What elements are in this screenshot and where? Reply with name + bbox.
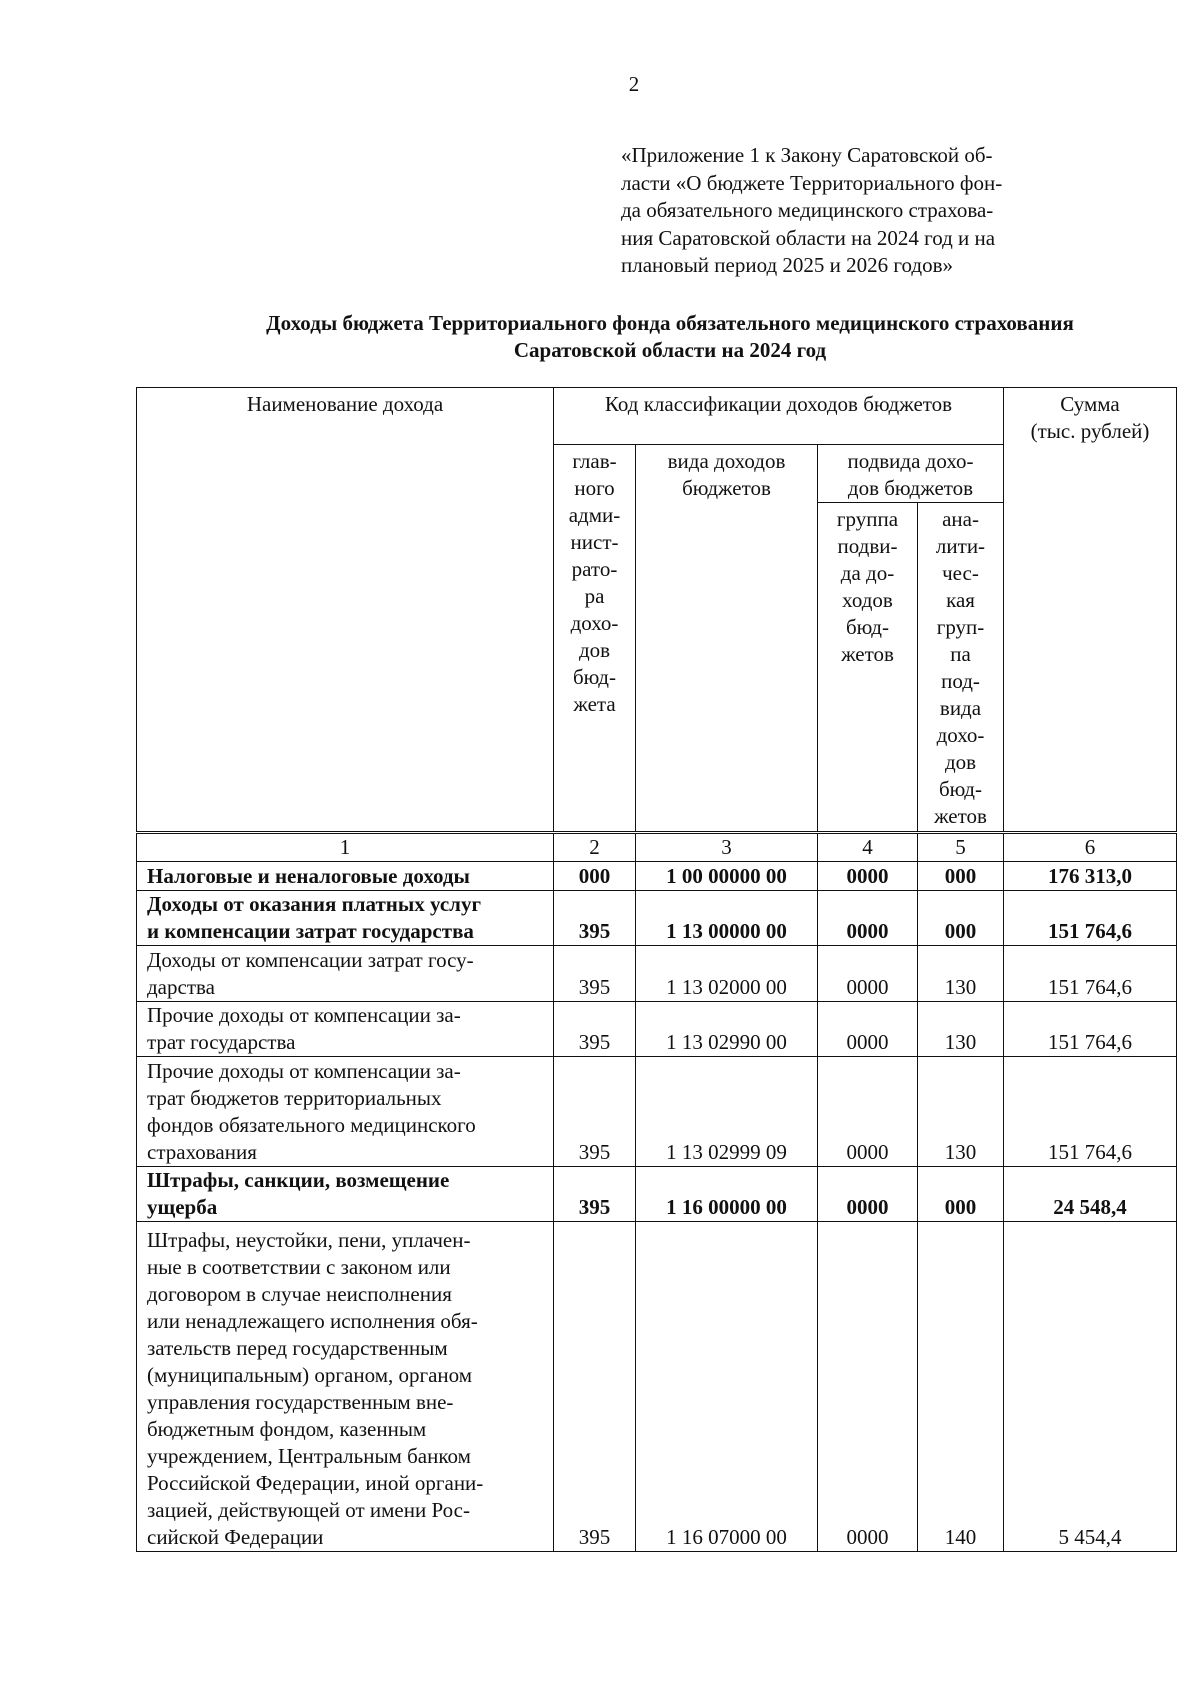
admin-code: 000 — [554, 862, 636, 891]
sum-value: 151 764,6 — [1004, 891, 1177, 946]
table-row — [137, 891, 1177, 946]
header-code-group: Код классификации доходов бюджетов — [554, 388, 1004, 445]
analytic-code: 130 — [918, 946, 1004, 1002]
header-income-name: Наименование дохода — [137, 388, 554, 832]
header-subtype-group — [818, 503, 918, 832]
appendix-line: ния Саратовской области на 2024 год и на — [621, 225, 996, 250]
header-subtype-line: дов бюджетов — [847, 476, 974, 500]
header-analytic-line: бюд- — [939, 777, 982, 801]
admin-code: 395 — [554, 891, 636, 946]
header-analytic-line: кая — [946, 588, 975, 612]
header-group-line: жетов — [841, 642, 894, 666]
income-name-line: зацией, действующей от имени Рос- — [147, 1498, 470, 1522]
admin-code: 395 — [554, 1002, 636, 1057]
table-header — [136, 387, 1177, 832]
table-row — [137, 862, 1177, 891]
income-name — [137, 946, 554, 1002]
header-analytic-line: груп- — [936, 615, 985, 639]
income-name-line: сийской Федерации — [147, 1525, 324, 1549]
income-name-line: договором в случае неисполнения — [147, 1282, 452, 1306]
header-subtype-line: подвида дохо- — [847, 449, 974, 473]
income-name-line: Доходы от компенсации затрат госу- — [147, 948, 474, 972]
header-analytic-line: чес- — [942, 561, 979, 585]
type-code: 1 16 00000 00 — [636, 1167, 818, 1222]
header-admin-line: адми- — [568, 503, 621, 527]
type-code: 1 00 00000 00 — [636, 862, 818, 891]
income-table — [136, 833, 1177, 1552]
column-number: 6 — [1004, 834, 1177, 862]
header-admin-line: ного — [574, 476, 615, 500]
header-admin-line: глав- — [572, 449, 617, 473]
header-admin-line: дов — [578, 638, 611, 662]
header-sum-line: Сумма — [1060, 392, 1120, 416]
appendix-line: «Приложение 1 к Закону Саратовской об- — [621, 143, 993, 167]
admin-code: 395 — [554, 1222, 636, 1552]
header-analytic-line: па — [950, 642, 971, 666]
income-name-line: ные в соответствии с законом или — [147, 1255, 451, 1279]
document-title — [140, 310, 1200, 364]
sum-value: 151 764,6 — [1004, 1002, 1177, 1057]
column-number: 4 — [818, 834, 918, 862]
appendix-line: да обязательного медицинского страхова- — [621, 198, 994, 222]
income-name — [137, 1167, 554, 1222]
sum-value: 151 764,6 — [1004, 1057, 1177, 1167]
group-code: 0000 — [818, 1002, 918, 1057]
page-number: 2 — [628, 72, 640, 96]
income-name-line: управления государственным вне- — [147, 1390, 454, 1414]
income-name — [137, 1057, 554, 1167]
income-name — [137, 891, 554, 946]
income-name-line: или ненадлежащего исполнения обя- — [147, 1309, 478, 1333]
header-admin-line: нист- — [570, 530, 619, 554]
header-admin-line: жета — [573, 692, 616, 716]
income-name-line: дарства — [147, 975, 215, 999]
group-code: 0000 — [818, 946, 918, 1002]
header-group-line: группа — [836, 507, 899, 531]
header-admin-line: ра — [584, 584, 605, 608]
type-code: 1 13 02000 00 — [636, 946, 818, 1002]
header-admin-line: бюд- — [573, 665, 616, 689]
income-name-line: Налоговые и неналоговые доходы — [147, 864, 470, 888]
income-name-line: учреждением, Центральным банком — [147, 1444, 471, 1468]
sum-value: 151 764,6 — [1004, 946, 1177, 1002]
sum-value: 5 454,4 — [1004, 1222, 1177, 1552]
admin-code: 395 — [554, 1167, 636, 1222]
analytic-code: 140 — [918, 1222, 1004, 1552]
income-name-line: и компенсации затрат государства — [147, 919, 474, 943]
income-name-line: зательств перед государственным — [147, 1336, 448, 1360]
group-code: 0000 — [818, 1222, 918, 1552]
income-name-line: фондов обязательного медицинского — [147, 1113, 476, 1137]
title-line: Доходы бюджета Территориального фонда обязательного медицинского страхования — [266, 311, 1074, 335]
title-line: Саратовской области на 2024 год — [513, 338, 827, 362]
header-analytic-line: дов — [944, 750, 977, 774]
header-admin-line: рато- — [571, 557, 618, 581]
appendix-line: плановый период 2025 и 2026 годов» — [621, 253, 953, 277]
type-code: 1 13 00000 00 — [636, 891, 818, 946]
header-income-type — [636, 445, 818, 832]
type-code: 1 16 07000 00 — [636, 1222, 818, 1552]
income-name-line: Прочие доходы от компенсации за- — [147, 1059, 461, 1083]
header-analytic-line: вида — [939, 696, 982, 720]
analytic-code: 000 — [918, 862, 1004, 891]
analytic-code: 130 — [918, 1057, 1004, 1167]
header-sum-line: (тыс. рублей) — [1030, 419, 1150, 443]
sum-value: 24 548,4 — [1004, 1167, 1177, 1222]
income-name-line: ущерба — [147, 1195, 218, 1219]
income-name-line: Прочие доходы от компенсации за- — [147, 1003, 461, 1027]
analytic-code: 000 — [918, 1167, 1004, 1222]
sum-value: 176 313,0 — [1004, 862, 1177, 891]
income-name — [137, 862, 554, 891]
header-analytic-group — [918, 503, 1004, 832]
table-row — [137, 1222, 1177, 1552]
income-name-line: Штрафы, неустойки, пени, уплачен- — [147, 1228, 471, 1252]
header-group-line: бюд- — [846, 615, 889, 639]
appendix-line: ласти «О бюджете Территориального фон- — [621, 170, 1003, 195]
analytic-code: 130 — [918, 1002, 1004, 1057]
table-row — [137, 946, 1177, 1002]
income-name-line: Российской Федерации, иной органи- — [147, 1471, 484, 1495]
group-code: 0000 — [818, 1167, 918, 1222]
income-name — [137, 1002, 554, 1057]
column-number: 3 — [636, 834, 818, 862]
admin-code: 395 — [554, 946, 636, 1002]
income-name-line: Доходы от оказания платных услуг — [147, 892, 482, 916]
income-name-line: Штрафы, санкции, возмещение — [147, 1168, 450, 1192]
header-analytic-line: жетов — [934, 804, 987, 828]
appendix-note — [621, 142, 1093, 280]
header-income-subtype — [818, 445, 1004, 503]
header-type-line: вида доходов — [667, 449, 786, 473]
group-code: 0000 — [818, 1057, 918, 1167]
income-name-line: страхования — [147, 1140, 257, 1164]
group-code: 0000 — [818, 891, 918, 946]
header-type-line: бюджетов — [682, 476, 771, 500]
header-group-line: да до- — [840, 561, 895, 585]
header-analytic-line: ана- — [942, 507, 979, 531]
income-name-line: трат государства — [147, 1030, 296, 1054]
column-number-row — [137, 834, 1177, 862]
header-group-line: ходов — [842, 588, 893, 612]
header-analytic-line: дохо- — [936, 723, 985, 747]
table-row — [137, 1002, 1177, 1057]
header-group-line: подви- — [837, 534, 898, 558]
header-admin — [554, 445, 636, 832]
income-name-line: бюджетным фондом, казенным — [147, 1417, 427, 1441]
column-number: 5 — [918, 834, 1004, 862]
table-row — [137, 1057, 1177, 1167]
header-analytic-line: под- — [941, 669, 980, 693]
admin-code: 395 — [554, 1057, 636, 1167]
income-name-line: трат бюджетов территориальных — [147, 1086, 442, 1110]
income-name-line: (муниципальным) органом, органом — [147, 1363, 473, 1387]
header-admin-line: дохо- — [570, 611, 619, 635]
column-number: 2 — [554, 834, 636, 862]
analytic-code: 000 — [918, 891, 1004, 946]
group-code: 0000 — [818, 862, 918, 891]
column-number: 1 — [137, 834, 554, 862]
header-sum — [1004, 388, 1177, 832]
type-code: 1 13 02999 09 — [636, 1057, 818, 1167]
header-analytic-line: лити- — [935, 534, 986, 558]
income-name — [137, 1222, 554, 1552]
table-row — [137, 1167, 1177, 1222]
type-code: 1 13 02990 00 — [636, 1002, 818, 1057]
